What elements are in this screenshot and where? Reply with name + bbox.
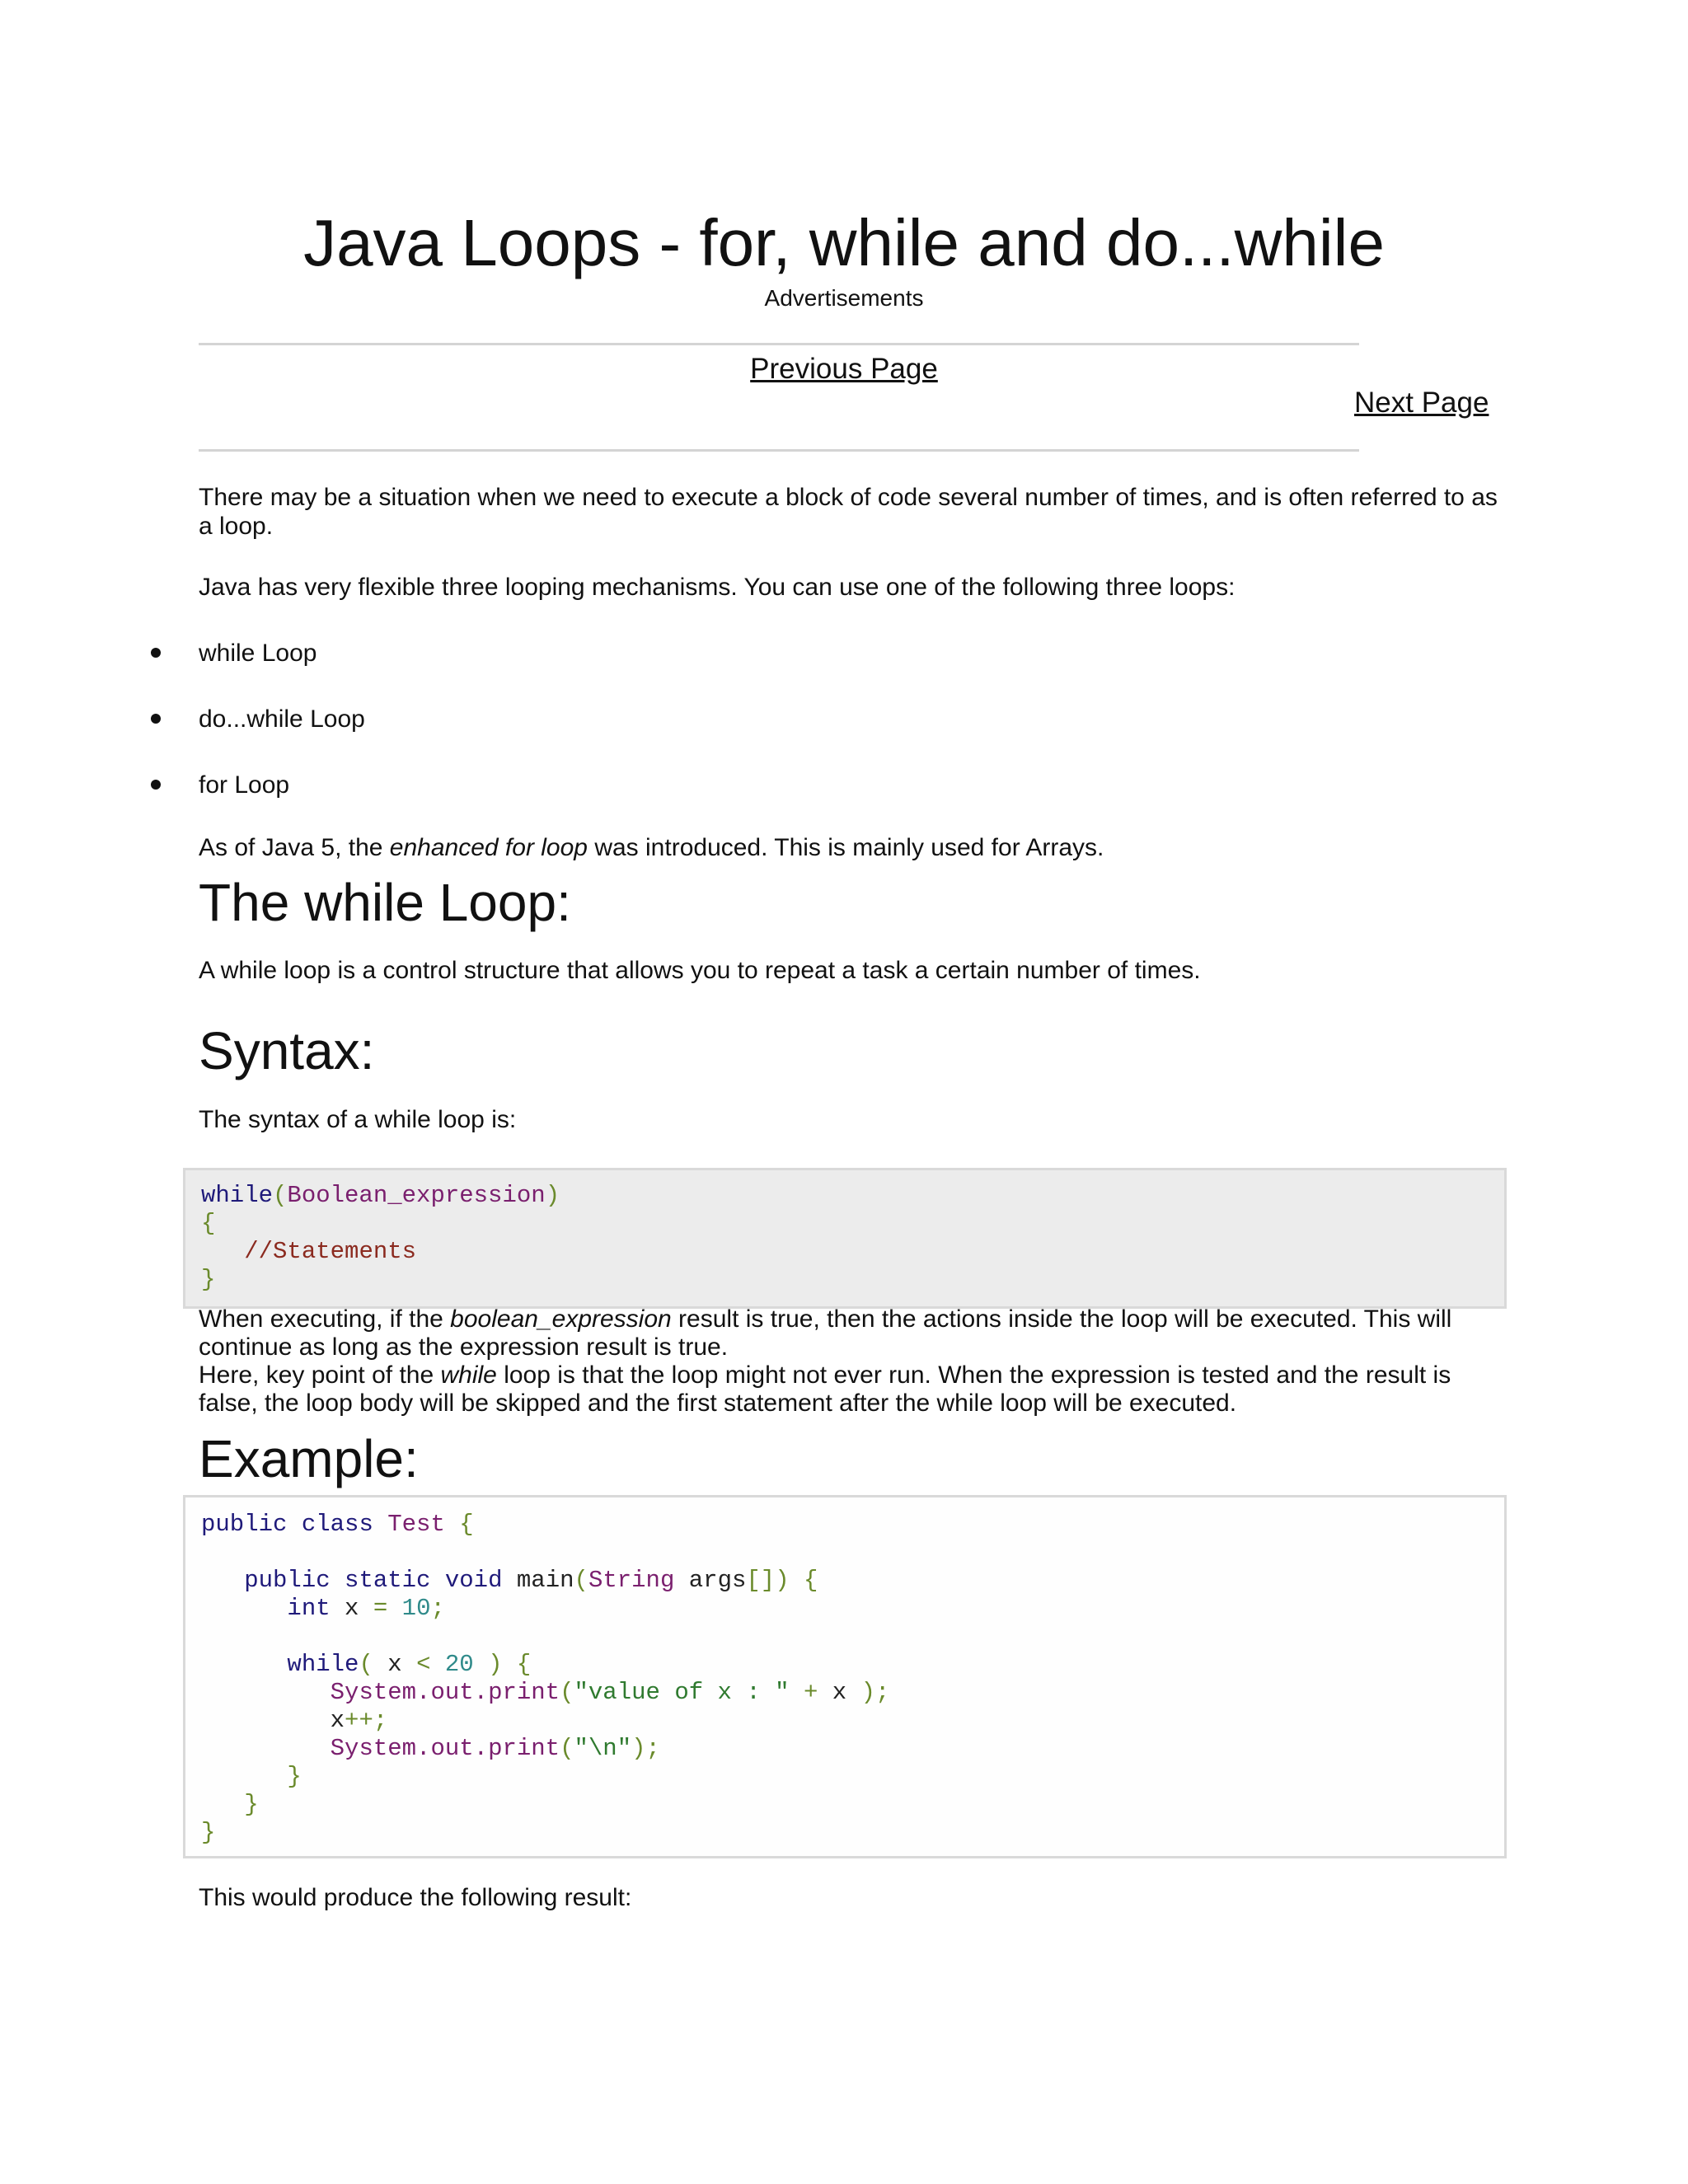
- divider-top: [199, 343, 1359, 345]
- next-page-link[interactable]: Next Page: [1354, 387, 1489, 419]
- boolean-expression-emphasis: boolean_expression: [450, 1305, 672, 1333]
- execution-paragraph: When executing, if the boolean_expression result is true, then the actions inside the loop will be executed. This will continue as long as the expression result is true.: [199, 1305, 1452, 1361]
- previous-page-label[interactable]: Previous Page: [750, 353, 938, 385]
- advertisements-label: Advertisements: [764, 285, 924, 311]
- bullet-icon: [151, 780, 161, 790]
- while-loop-heading: The while Loop:: [199, 873, 571, 932]
- syntax-code-block: while(Boolean_expression) { //Statements }: [183, 1168, 1507, 1309]
- intro-paragraph: There may be a situation when we need to execute a block of code several number of times, and is often referred to as a loop.: [199, 484, 1498, 540]
- page-title: Java Loops - for, while and do...while: [303, 206, 1385, 279]
- list-item-for: for Loop: [199, 771, 290, 799]
- enhanced-for-paragraph: As of Java 5, the enhanced for loop was introduced. This is mainly used for Arrays.: [199, 834, 1104, 861]
- list-item-do-while: do...while Loop: [199, 705, 365, 733]
- syntax-intro: The syntax of a while loop is:: [199, 1106, 517, 1133]
- while-emphasis: while: [440, 1361, 497, 1389]
- mechanisms-paragraph: Java has very flexible three looping mechanisms. You can use one of the following three loops:: [199, 574, 1236, 601]
- divider-bottom: [199, 449, 1359, 452]
- example-code-block: public class Test { public static void main(String args[]) { int x = 10; while( x < 20 ) { System.out.print("value of x : " + x ); x++; System.out.print("\n"); } } }: [183, 1495, 1507, 1858]
- enhanced-for-emphasis: enhanced for loop: [389, 834, 588, 861]
- bullet-icon: [151, 714, 161, 724]
- bullet-icon: [151, 648, 161, 658]
- key-point-paragraph: Here, key point of the while loop is that the loop might not ever run. When the expression is tested and the result is false, the loop body will be skipped and the first statement after the while loop will be executed.: [199, 1361, 1451, 1417]
- while-loop-description: A while loop is a control structure that allows you to repeat a task a certain number of times.: [199, 957, 1201, 984]
- list-item-while: while Loop: [199, 640, 317, 667]
- example-heading: Example:: [199, 1429, 419, 1488]
- previous-page-link[interactable]: [0, 353, 1688, 386]
- result-intro: This would produce the following result:: [199, 1884, 632, 1911]
- syntax-heading: Syntax:: [199, 1021, 375, 1080]
